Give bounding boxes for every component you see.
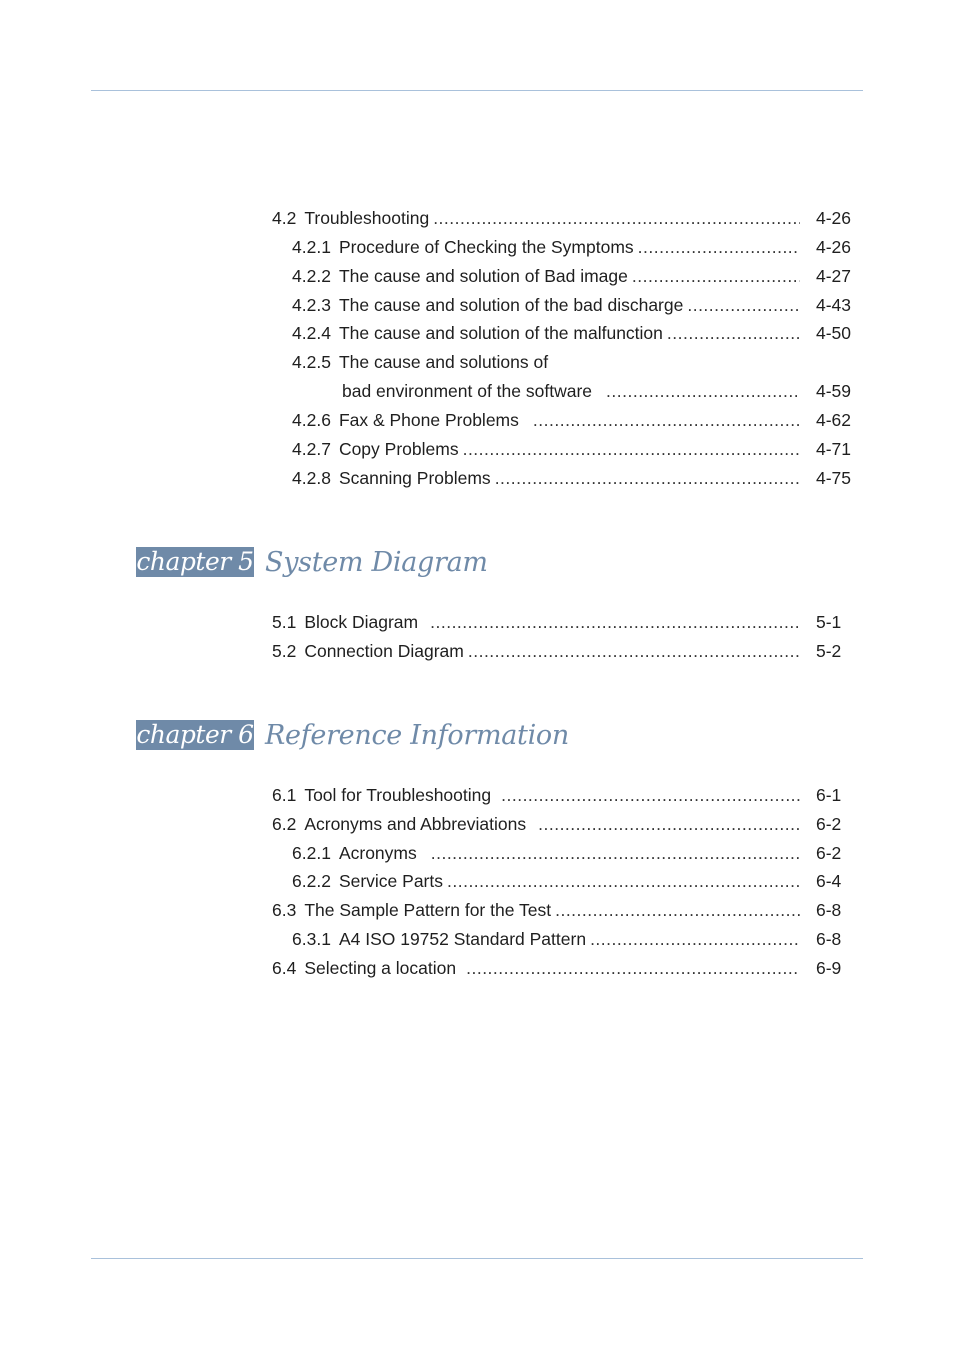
toc-entry[interactable]	[292, 263, 854, 289]
toc-entry-page: 4-50	[816, 323, 852, 343]
toc-entry-title: Scanning Problems	[338, 468, 491, 488]
toc-entry-page: 6-8	[816, 929, 842, 949]
toc-entry[interactable]	[272, 955, 854, 981]
toc-entry-number: 6.1	[272, 785, 297, 805]
toc-entry-number: 6.4	[272, 958, 297, 978]
leader-dots	[431, 840, 800, 866]
toc-entry-title: The cause and solutions of	[338, 352, 549, 372]
toc-entry[interactable]	[292, 436, 854, 462]
toc-entry-number: 6.3.1	[292, 929, 331, 949]
toc-entry-title: The Sample Pattern for the Test	[304, 900, 552, 920]
toc-entry-number: 4.2.8	[292, 468, 331, 488]
toc-entry[interactable]	[292, 320, 854, 346]
toc-entry-page: 4-62	[816, 410, 852, 430]
toc-entry-title: A4 ISO 19752 Standard Pattern	[338, 929, 587, 949]
toc-entry[interactable]	[272, 782, 854, 808]
toc-entry-title: Service Parts	[338, 871, 443, 891]
leader-dots	[687, 292, 800, 318]
toc-entry[interactable]	[272, 205, 854, 231]
toc-entry-number: 4.2.1	[292, 237, 331, 257]
toc-entry-title: Troubleshooting	[304, 208, 430, 228]
toc-entry-number: 4.2.6	[292, 410, 331, 430]
leader-dots	[606, 378, 800, 404]
top-rule	[91, 90, 863, 91]
toc-entry-title: The cause and solution of Bad image	[338, 266, 628, 286]
toc-entry-number: 4.2.7	[292, 439, 331, 459]
leader-dots	[667, 320, 800, 346]
toc-entry-number: 4.2	[272, 208, 297, 228]
toc-entry-title: Connection Diagram	[304, 641, 464, 661]
leader-dots	[463, 436, 800, 462]
leader-dots	[447, 868, 800, 894]
toc-entry[interactable]	[292, 234, 854, 260]
toc-entry-title: Block Diagram	[304, 612, 419, 632]
leader-dots	[430, 609, 800, 635]
toc-entry-number: 5.1	[272, 612, 297, 632]
toc-entry-page: 6-2	[816, 814, 842, 834]
leader-dots	[632, 263, 800, 289]
toc-entry-page: 6-9	[816, 958, 842, 978]
leader-dots	[555, 897, 800, 923]
toc-entry-page: 4-71	[816, 439, 852, 459]
toc-entry[interactable]	[292, 465, 854, 491]
toc-entry-page: 4-75	[816, 468, 852, 488]
toc-entry-number: 4.2.5	[292, 352, 331, 372]
toc-entry-page: 4-59	[816, 381, 852, 401]
toc-entry-title: Copy Problems	[338, 439, 459, 459]
toc-entry-title: Tool for Troubleshooting	[304, 785, 492, 805]
toc-entry-page: 6-4	[816, 871, 842, 891]
toc-entry-page: 6-8	[816, 900, 842, 920]
toc-entry[interactable]	[272, 897, 854, 923]
toc-entry-title: Selecting a location	[304, 958, 457, 978]
toc-entry[interactable]	[272, 811, 854, 837]
toc-entry-page: 4-27	[816, 266, 852, 286]
toc-entry-number: 4.2.2	[292, 266, 331, 286]
toc-entry-title: Acronyms and Abbreviations	[304, 814, 527, 834]
toc-entry-page: 5-1	[816, 612, 842, 632]
leader-dots	[468, 638, 800, 664]
toc-entry-title: Acronyms	[338, 843, 417, 863]
leader-dots	[590, 926, 800, 952]
chapter-6-badge: chapter 6	[136, 720, 254, 749]
leader-dots	[501, 782, 800, 808]
chapter-5-badge: chapter 5	[136, 547, 254, 576]
toc-entry[interactable]	[272, 609, 854, 635]
chapter-6-title: Reference Information	[265, 720, 569, 751]
toc-entry[interactable]	[292, 840, 854, 866]
toc-entry-number: 4.2.4	[292, 323, 331, 343]
toc-entry-title: bad environment of the software	[342, 381, 593, 401]
toc-entry-title: The cause and solution of the malfunction	[338, 323, 663, 343]
leader-dots	[433, 205, 800, 231]
toc-entry-title: Procedure of Checking the Symptoms	[338, 237, 634, 257]
toc-entry-page: 6-2	[816, 843, 842, 863]
toc-entry-page: 4-26	[816, 208, 852, 228]
toc-entry-number: 6.2	[272, 814, 297, 834]
chapter-5-title: System Diagram	[265, 547, 488, 578]
toc-entry[interactable]	[292, 868, 854, 894]
leader-dots	[538, 811, 800, 837]
toc-entry-number: 6.2.2	[292, 871, 331, 891]
toc-entry-number: 4.2.3	[292, 295, 331, 315]
toc-entry[interactable]	[292, 349, 854, 375]
toc-entry-continuation[interactable]	[342, 378, 854, 404]
toc-entry[interactable]	[292, 292, 854, 318]
toc-entry-page: 4-43	[816, 295, 852, 315]
toc-entry-page: 5-2	[816, 641, 842, 661]
leader-dots	[533, 407, 800, 433]
leader-dots	[466, 955, 800, 981]
leader-dots	[495, 465, 800, 491]
toc-entry-number: 6.3	[272, 900, 297, 920]
toc-entry-title: Fax & Phone Problems	[338, 410, 519, 430]
toc-entry[interactable]	[292, 926, 854, 952]
toc-entry[interactable]	[292, 407, 854, 433]
toc-entry-title: The cause and solution of the bad discharge	[338, 295, 684, 315]
toc-entry-page: 4-26	[816, 237, 852, 257]
toc-entry-page: 6-1	[816, 785, 842, 805]
toc-entry-number: 6.2.1	[292, 843, 331, 863]
leader-dots	[638, 234, 800, 260]
toc-entry[interactable]	[272, 638, 854, 664]
toc-entry-number: 5.2	[272, 641, 297, 661]
bottom-rule	[91, 1258, 863, 1259]
